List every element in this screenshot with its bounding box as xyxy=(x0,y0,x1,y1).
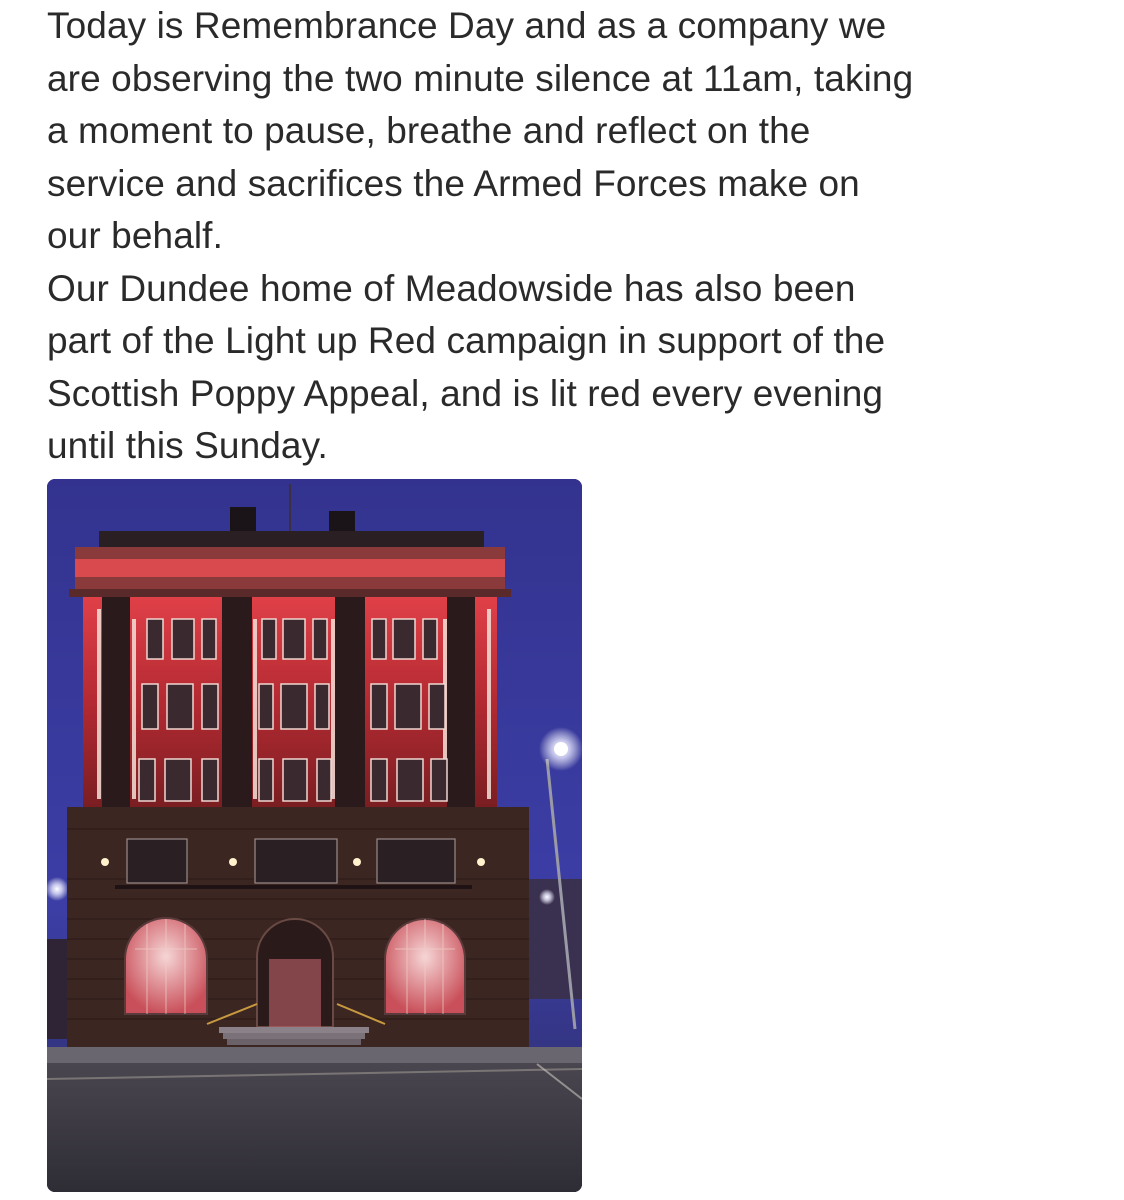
post-paragraph-2: Our Dundee home of Meadowside has also been part of the Light up Red campaign in support of the Scottish Poppy Appeal, and is lit red every evening until this Sunday. xyxy=(47,267,886,466)
post-text xyxy=(47,0,1107,473)
post xyxy=(47,0,1107,473)
post-paragraph-1: Today is Remembrance Day and as a company we are observing the two minute silence at 11am, taking a moment to pause, breathe and reflect on the service and sacrifices the Armed Forces make on our behalf. xyxy=(47,5,914,256)
post-photo[interactable] xyxy=(47,479,582,1192)
building-photo xyxy=(47,479,582,1192)
